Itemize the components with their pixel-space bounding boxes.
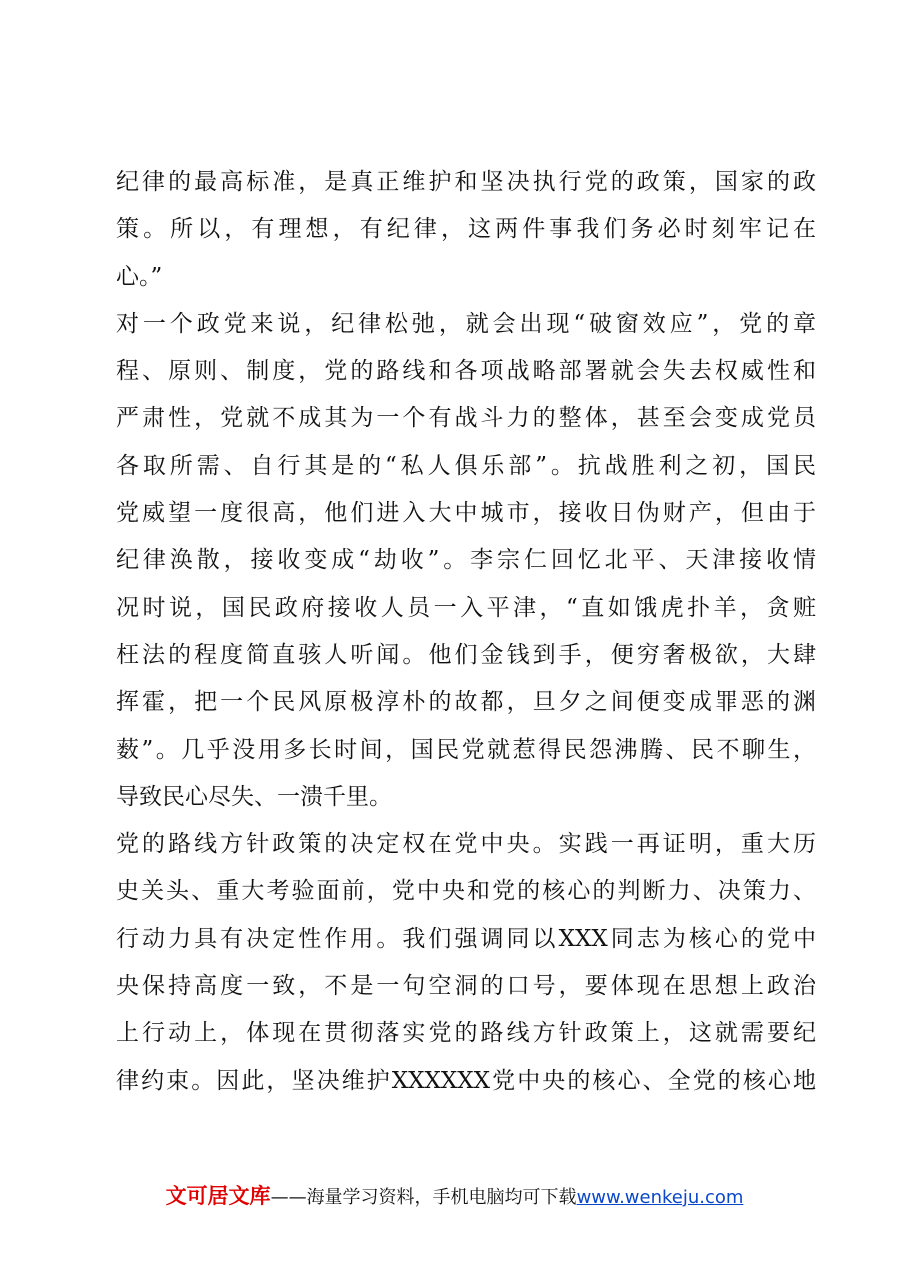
text-line: 行动力具有决定性作用。我们强调同以XXX同志为核心的党中 <box>116 925 816 952</box>
text-line: 纪律的最高标准，是真正维护和坚决执行党的政策，国家的政 <box>116 169 816 195</box>
text-line: 程、原则、制度，党的路线和各项战略部署就会失去权威性和 <box>116 358 816 385</box>
text-line: 各取所需、自行其是的“私人俱乐部”。抗战胜利之初，国民 <box>116 452 816 479</box>
document-body <box>116 159 816 1105</box>
text-line: 导致民心尽失、一溃千里。 <box>116 783 392 810</box>
footer-tagline: ——海量学习资料，手机电脑均可下载 <box>270 1187 577 1208</box>
text-line: 纪律涣散，接收变成“劫收”。李宗仁回忆北平、天津接收情 <box>116 547 816 574</box>
footer-brand: 文可居文库 <box>165 1184 271 1208</box>
text-line: 党威望一度很高，他们进入大中城市，接收日伪财产，但由于 <box>116 500 816 527</box>
text-line: 律约束。因此，坚决维护XXXXXX党中央的核心、全党的核心地 <box>116 1067 816 1094</box>
text-line: 策。所以，有理想，有纪律，这两件事我们务必时刻牢记在 <box>116 216 816 243</box>
text-line: 上行动上，体现在贯彻落实党的路线方针政策上，这就需要纪 <box>116 1020 816 1047</box>
text-line: 心。” <box>116 263 163 290</box>
text-line: 况时说，国民政府接收人员一入平津，“直如饿虎扑羊，贪赃 <box>116 594 816 621</box>
text-line: 党的路线方针政策的决定权在党中央。实践一再证明，重大历 <box>116 831 816 858</box>
text-line: 央保持高度一致，不是一句空洞的口号，要体现在思想上政治 <box>116 973 816 1000</box>
text-line: 薮”。几乎没用多长时间，国民党就惹得民怨沸腾、民不聊生， <box>116 736 816 763</box>
text-line: 挥霍，把一个民风原极淳朴的故都，旦夕之间便变成罪恶的渊 <box>116 689 816 716</box>
text-line: 对一个政党来说，纪律松弛，就会出现“破窗效应”，党的章 <box>116 310 816 337</box>
footer-banner <box>0 1181 909 1211</box>
text-line: 枉法的程度简直骇人听闻。他们金钱到手，便穷奢极欲，大肆 <box>116 641 816 668</box>
text-line: 严肃性，党就不成其为一个有战斗力的整体，甚至会变成党员 <box>116 405 816 432</box>
text-line: 史关头、重大考验面前，党中央和党的核心的判断力、决策力、 <box>116 878 816 905</box>
footer-url-link[interactable]: www.wenkeju.com <box>576 1187 744 1208</box>
